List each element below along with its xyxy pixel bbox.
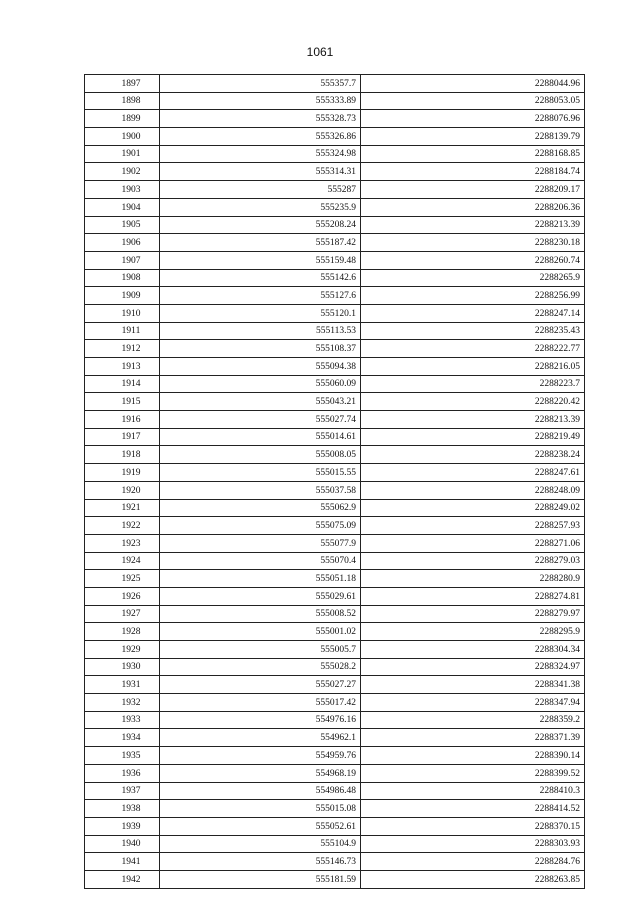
y-coordinate-cell: 2288279.03 [361, 552, 585, 570]
coordinates-table [84, 74, 585, 889]
y-coordinate-cell: 2288359.2 [361, 711, 585, 729]
table-row [85, 234, 585, 252]
y-coordinate-cell: 2288295.9 [361, 623, 585, 641]
table-row [85, 641, 585, 659]
y-coordinate-cell: 2288213.39 [361, 411, 585, 429]
x-coordinate-cell: 554959.76 [160, 747, 361, 765]
y-coordinate-cell: 2288222.77 [361, 340, 585, 358]
x-coordinate-cell: 554976.16 [160, 711, 361, 729]
y-coordinate-cell: 2288230.18 [361, 234, 585, 252]
table-row [85, 782, 585, 800]
table-row [85, 800, 585, 818]
table-row [85, 340, 585, 358]
y-coordinate-cell: 2288247.14 [361, 304, 585, 322]
point-number-cell: 1935 [85, 747, 160, 765]
point-number-cell: 1930 [85, 658, 160, 676]
table-row [85, 764, 585, 782]
table-row [85, 110, 585, 128]
x-coordinate-cell: 555324.98 [160, 145, 361, 163]
table-row [85, 517, 585, 535]
y-coordinate-cell: 2288053.05 [361, 92, 585, 110]
y-coordinate-cell: 2288274.81 [361, 587, 585, 605]
table-row [85, 552, 585, 570]
table-row [85, 163, 585, 181]
x-coordinate-cell: 555181.59 [160, 870, 361, 888]
x-coordinate-cell: 555015.55 [160, 464, 361, 482]
x-coordinate-cell: 555029.61 [160, 587, 361, 605]
point-number-cell: 1919 [85, 464, 160, 482]
y-coordinate-cell: 2288238.24 [361, 446, 585, 464]
point-number-cell: 1901 [85, 145, 160, 163]
point-number-cell: 1899 [85, 110, 160, 128]
table-row [85, 181, 585, 199]
point-number-cell: 1911 [85, 322, 160, 340]
y-coordinate-cell: 2288263.85 [361, 870, 585, 888]
y-coordinate-cell: 2288213.39 [361, 216, 585, 234]
x-coordinate-cell: 555094.38 [160, 358, 361, 376]
table-row [85, 729, 585, 747]
y-coordinate-cell: 2288370.15 [361, 817, 585, 835]
point-number-cell: 1909 [85, 287, 160, 305]
point-number-cell: 1936 [85, 764, 160, 782]
point-number-cell: 1923 [85, 534, 160, 552]
y-coordinate-cell: 2288271.06 [361, 534, 585, 552]
table-row [85, 269, 585, 287]
x-coordinate-cell: 555051.18 [160, 570, 361, 588]
x-coordinate-cell: 555104.9 [160, 835, 361, 853]
table-row [85, 711, 585, 729]
x-coordinate-cell: 554968.19 [160, 764, 361, 782]
y-coordinate-cell: 2288280.9 [361, 570, 585, 588]
y-coordinate-cell: 2288139.79 [361, 128, 585, 146]
table-row [85, 570, 585, 588]
table-row [85, 446, 585, 464]
coordinates-table-body [85, 75, 585, 889]
table-row [85, 322, 585, 340]
point-number-cell: 1938 [85, 800, 160, 818]
y-coordinate-cell: 2288184.74 [361, 163, 585, 181]
y-coordinate-cell: 2288216.05 [361, 358, 585, 376]
y-coordinate-cell: 2288220.42 [361, 393, 585, 411]
y-coordinate-cell: 2288219.49 [361, 428, 585, 446]
x-coordinate-cell: 555328.73 [160, 110, 361, 128]
x-coordinate-cell: 555077.9 [160, 534, 361, 552]
x-coordinate-cell: 555159.48 [160, 251, 361, 269]
point-number-cell: 1941 [85, 853, 160, 871]
point-number-cell: 1918 [85, 446, 160, 464]
table-row [85, 481, 585, 499]
y-coordinate-cell: 2288303.93 [361, 835, 585, 853]
x-coordinate-cell: 555075.09 [160, 517, 361, 535]
y-coordinate-cell: 2288247.61 [361, 464, 585, 482]
x-coordinate-cell: 555017.42 [160, 694, 361, 712]
point-number-cell: 1905 [85, 216, 160, 234]
x-coordinate-cell: 555333.89 [160, 92, 361, 110]
x-coordinate-cell: 555357.7 [160, 75, 361, 93]
y-coordinate-cell: 2288256.99 [361, 287, 585, 305]
table-row [85, 375, 585, 393]
table-row [85, 251, 585, 269]
point-number-cell: 1928 [85, 623, 160, 641]
point-number-cell: 1926 [85, 587, 160, 605]
x-coordinate-cell: 555001.02 [160, 623, 361, 641]
table-row [85, 358, 585, 376]
table-row [85, 835, 585, 853]
y-coordinate-cell: 2288390.14 [361, 747, 585, 765]
point-number-cell: 1934 [85, 729, 160, 747]
x-coordinate-cell: 555326.86 [160, 128, 361, 146]
y-coordinate-cell: 2288341.38 [361, 676, 585, 694]
y-coordinate-cell: 2288249.02 [361, 499, 585, 517]
point-number-cell: 1897 [85, 75, 160, 93]
point-number-cell: 1916 [85, 411, 160, 429]
table-row [85, 747, 585, 765]
y-coordinate-cell: 2288279.97 [361, 605, 585, 623]
x-coordinate-cell: 555014.61 [160, 428, 361, 446]
point-number-cell: 1931 [85, 676, 160, 694]
y-coordinate-cell: 2288304.34 [361, 641, 585, 659]
y-coordinate-cell: 2288168.85 [361, 145, 585, 163]
x-coordinate-cell: 555060.09 [160, 375, 361, 393]
y-coordinate-cell: 2288235.43 [361, 322, 585, 340]
x-coordinate-cell: 555015.08 [160, 800, 361, 818]
table-row [85, 534, 585, 552]
table-row [85, 216, 585, 234]
point-number-cell: 1915 [85, 393, 160, 411]
y-coordinate-cell: 2288044.96 [361, 75, 585, 93]
y-coordinate-cell: 2288371.39 [361, 729, 585, 747]
y-coordinate-cell: 2288284.76 [361, 853, 585, 871]
x-coordinate-cell: 555043.21 [160, 393, 361, 411]
x-coordinate-cell: 555314.31 [160, 163, 361, 181]
point-number-cell: 1921 [85, 499, 160, 517]
x-coordinate-cell: 555027.74 [160, 411, 361, 429]
point-number-cell: 1907 [85, 251, 160, 269]
point-number-cell: 1922 [85, 517, 160, 535]
point-number-cell: 1942 [85, 870, 160, 888]
table-row [85, 853, 585, 871]
table-row [85, 304, 585, 322]
point-number-cell: 1917 [85, 428, 160, 446]
y-coordinate-cell: 2288324.97 [361, 658, 585, 676]
point-number-cell: 1927 [85, 605, 160, 623]
x-coordinate-cell: 555008.05 [160, 446, 361, 464]
table-row [85, 605, 585, 623]
x-coordinate-cell: 554986.48 [160, 782, 361, 800]
y-coordinate-cell: 2288257.93 [361, 517, 585, 535]
table-row [85, 75, 585, 93]
y-coordinate-cell: 2288206.36 [361, 198, 585, 216]
table-row [85, 92, 585, 110]
x-coordinate-cell: 555062.9 [160, 499, 361, 517]
point-number-cell: 1924 [85, 552, 160, 570]
point-number-cell: 1906 [85, 234, 160, 252]
point-number-cell: 1912 [85, 340, 160, 358]
point-number-cell: 1932 [85, 694, 160, 712]
table-row [85, 817, 585, 835]
table-row [85, 870, 585, 888]
y-coordinate-cell: 2288223.7 [361, 375, 585, 393]
y-coordinate-cell: 2288399.52 [361, 764, 585, 782]
table-row [85, 499, 585, 517]
y-coordinate-cell: 2288265.9 [361, 269, 585, 287]
point-number-cell: 1929 [85, 641, 160, 659]
table-row [85, 393, 585, 411]
x-coordinate-cell: 555005.7 [160, 641, 361, 659]
x-coordinate-cell: 555235.9 [160, 198, 361, 216]
table-row [85, 428, 585, 446]
table-row [85, 198, 585, 216]
point-number-cell: 1940 [85, 835, 160, 853]
table-row [85, 587, 585, 605]
y-coordinate-cell: 2288410.3 [361, 782, 585, 800]
y-coordinate-cell: 2288260.74 [361, 251, 585, 269]
table-row [85, 464, 585, 482]
table-row [85, 623, 585, 641]
y-coordinate-cell: 2288209.17 [361, 181, 585, 199]
x-coordinate-cell: 555052.61 [160, 817, 361, 835]
point-number-cell: 1920 [85, 481, 160, 499]
point-number-cell: 1902 [85, 163, 160, 181]
x-coordinate-cell: 555070.4 [160, 552, 361, 570]
y-coordinate-cell: 2288347.94 [361, 694, 585, 712]
point-number-cell: 1939 [85, 817, 160, 835]
x-coordinate-cell: 554962.1 [160, 729, 361, 747]
x-coordinate-cell: 555113.53 [160, 322, 361, 340]
y-coordinate-cell: 2288248.09 [361, 481, 585, 499]
x-coordinate-cell: 555108.37 [160, 340, 361, 358]
point-number-cell: 1937 [85, 782, 160, 800]
point-number-cell: 1900 [85, 128, 160, 146]
x-coordinate-cell: 555008.52 [160, 605, 361, 623]
x-coordinate-cell: 555028.2 [160, 658, 361, 676]
y-coordinate-cell: 2288414.52 [361, 800, 585, 818]
point-number-cell: 1910 [85, 304, 160, 322]
point-number-cell: 1914 [85, 375, 160, 393]
point-number-cell: 1913 [85, 358, 160, 376]
x-coordinate-cell: 555187.42 [160, 234, 361, 252]
point-number-cell: 1908 [85, 269, 160, 287]
table-row [85, 128, 585, 146]
table-row [85, 658, 585, 676]
page-number: 1061 [306, 45, 334, 59]
x-coordinate-cell: 555142.6 [160, 269, 361, 287]
point-number-cell: 1898 [85, 92, 160, 110]
x-coordinate-cell: 555208.24 [160, 216, 361, 234]
x-coordinate-cell: 555027.27 [160, 676, 361, 694]
x-coordinate-cell: 555127.6 [160, 287, 361, 305]
table-row [85, 145, 585, 163]
point-number-cell: 1933 [85, 711, 160, 729]
y-coordinate-cell: 2288076.96 [361, 110, 585, 128]
point-number-cell: 1904 [85, 198, 160, 216]
point-number-cell: 1925 [85, 570, 160, 588]
x-coordinate-cell: 555120.1 [160, 304, 361, 322]
x-coordinate-cell: 555287 [160, 181, 361, 199]
x-coordinate-cell: 555146.73 [160, 853, 361, 871]
table-row [85, 287, 585, 305]
table-row [85, 694, 585, 712]
x-coordinate-cell: 555037.58 [160, 481, 361, 499]
table-row [85, 411, 585, 429]
point-number-cell: 1903 [85, 181, 160, 199]
table-row [85, 676, 585, 694]
